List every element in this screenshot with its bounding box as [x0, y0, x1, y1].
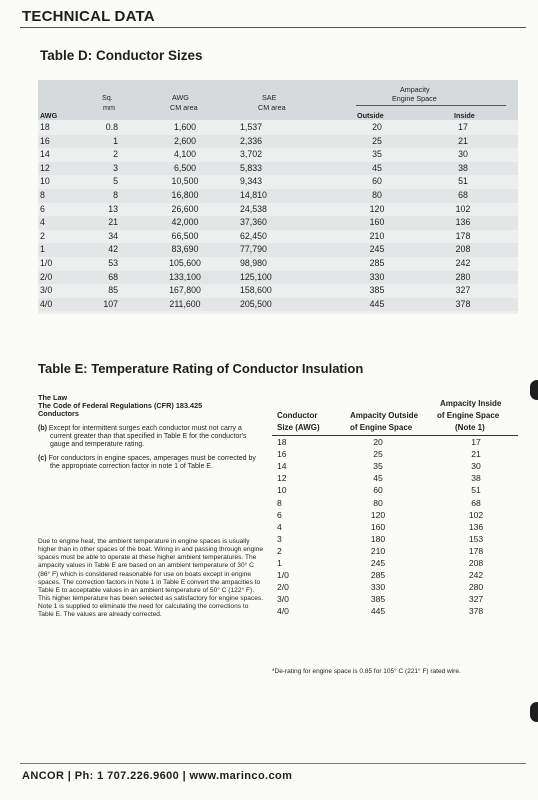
table-d-cell: 1,600 [173, 122, 196, 132]
derating-note: *De-rating for engine space is 0.85 for 105° C (221° F) rated wire. [272, 668, 461, 675]
table-d-cell: 2,600 [173, 135, 196, 146]
table-d-cell: 14,810 [240, 190, 267, 200]
table-e-cell: 102 [468, 509, 484, 520]
col-out-2: of Engine Space [350, 423, 413, 432]
table-d-cell: 2 [113, 149, 118, 160]
table-e-header-rule [272, 435, 518, 436]
table-e-cell: 8 [277, 497, 282, 508]
table-d-cell: 211,600 [169, 298, 201, 309]
table-d-cell: 77,790 [240, 244, 267, 255]
col-engine-space: Engine Space [392, 94, 437, 103]
table-d-cell: 242 [455, 258, 471, 268]
col-sq-bottom: mm [103, 103, 115, 112]
table-d-cell: 2/0 [40, 271, 53, 282]
table-e-cell: 51 [471, 485, 481, 496]
table-d-cell: 205,500 [240, 298, 272, 309]
table-d-cell: 385 [369, 285, 385, 296]
table-d-cell: 3,702 [240, 149, 263, 160]
table-d-cell: 37,360 [240, 217, 267, 228]
law-heading: The Law [38, 393, 68, 402]
table-e-cell: 178 [468, 545, 484, 556]
table-d-cell: 158,600 [240, 285, 272, 296]
col-awg-area-top: AWG [172, 93, 189, 102]
table-e-cell: 245 [370, 558, 386, 568]
col-size-2: Size (AWG) [277, 423, 320, 432]
table-d-cell: 2 [40, 230, 45, 241]
table-e-cell: 16 [277, 449, 287, 460]
page-edge-tab [530, 380, 538, 400]
col-sae-bottom: CM area [258, 103, 286, 112]
table-e-cell: 35 [373, 461, 383, 472]
table-e-cell: 3/0 [277, 594, 289, 605]
table-e-cell: 242 [468, 570, 484, 581]
table-d-cell: 1/0 [40, 258, 53, 268]
table-e-cell: 1/0 [277, 570, 289, 581]
table-d-cell: 17 [458, 122, 468, 132]
table-e-cell: 136 [468, 521, 484, 532]
table-d-cell: 378 [455, 298, 471, 309]
col-outside: Outside [357, 111, 384, 120]
col-in-1: Ampacity Inside [440, 399, 502, 408]
table-d-cell: 83,690 [171, 244, 199, 255]
table-e-cell: 20 [373, 437, 383, 447]
table-d-cell: 18 [40, 122, 50, 132]
header-rule [20, 27, 526, 28]
table-d-cell: 85 [108, 285, 118, 296]
table-e-cell: 21 [471, 449, 481, 460]
col-in-3: (Note 1) [455, 423, 485, 432]
law-citation: The Code of Federal Regulations (CFR) 183.425 [38, 401, 203, 411]
table-e-cell: 2/0 [277, 582, 289, 593]
table-d-cell: 4/0 [40, 298, 53, 309]
col-size-1: Conductor [277, 411, 318, 420]
table-d-cell: 66,500 [171, 230, 199, 241]
table-d-cell: 45 [372, 162, 382, 173]
table-d-cell: 445 [369, 298, 385, 309]
table-d-cell: 26,600 [171, 203, 199, 214]
col-out-1: Ampacity Outside [350, 411, 419, 420]
table-d-cell: 1 [40, 244, 45, 255]
table-d-cell: 20 [372, 122, 382, 132]
table-d-cell: 80 [372, 190, 382, 200]
table-d-cell: 330 [369, 271, 385, 282]
table-e-cell: 180 [370, 533, 386, 544]
law-paragraph-b [38, 425, 260, 450]
table-d-cell: 68 [458, 190, 468, 200]
table-d-cell: 16,800 [171, 190, 199, 200]
table-d-title: Table D: Conductor Sizes [40, 48, 203, 63]
table-e-cell: 160 [370, 521, 386, 532]
table-d-cell: 5 [113, 176, 118, 187]
table-d-cell: 9,343 [240, 176, 263, 187]
table-d-cell: 24,538 [240, 203, 267, 214]
col-awg-area-bottom: CM area [170, 103, 198, 112]
table-d-cell: 1 [113, 135, 118, 146]
table-d-cell: 53 [108, 258, 118, 268]
table-e-cell: 3 [277, 533, 282, 544]
table-e-cell: 12 [277, 473, 287, 484]
table-d-cell: 105,600 [169, 258, 201, 268]
table-e-cell: 18 [277, 437, 287, 447]
table-e-cell: 385 [370, 594, 386, 605]
table-e-cell: 14 [277, 461, 287, 472]
table-d-cell: 10,500 [171, 176, 199, 187]
table-e-cell: 10 [277, 485, 287, 496]
table-d-cell: 25 [372, 135, 382, 146]
col-inside: Inside [454, 111, 475, 120]
table-d-cell: 107 [103, 298, 118, 309]
table-d-cell: 38 [458, 162, 468, 173]
law-paragraph-c [38, 455, 260, 471]
table-e-cell: 120 [370, 509, 386, 520]
para-b-label: (b) [38, 424, 47, 432]
table-d-cell: 210 [369, 230, 385, 241]
table-d-cell: 51 [458, 176, 468, 187]
table-d-cell: 2,336 [240, 135, 263, 146]
table-d-cell: 13 [108, 203, 118, 214]
table-d-cell: 14 [40, 149, 50, 160]
col-in-2: of Engine Space [437, 411, 500, 420]
table-d-cell: 120 [369, 203, 385, 214]
table-d-cell: 8 [40, 190, 45, 200]
table-d-cell: 208 [455, 244, 471, 255]
table-e-cell: 45 [373, 473, 383, 484]
para-c-text: For conductors in engine spaces, amperages must be corrected by the appropriate correction factor in note 1 of Table E. [46, 455, 256, 471]
table-d-cell: 60 [372, 176, 382, 187]
table-e-cell: 4/0 [277, 606, 289, 617]
table-d-cell: 3/0 [40, 285, 53, 296]
engine-heat-explanation: Due to engine heat, the ambient temperature in engine spaces is usually higher than in other spaces of the boat. Wiring in and passing through engine spaces must be able to operate at these higher ambient temperatures. The ampacity values in Table E are based on an ambient temperature of 30° C (86° F) which is considered reasonable for use on boats except in engine spaces. The correction factors in Note 1 in Table E convert the ampacities to Table E to acceptable values in an ambient temperature of 50° C (122° F). This higher temperature has been selected as satisfactory for engine spaces. Note 1 is supplied to eliminate the need for calculating the corrections to Table E. The values are already corrected. [38, 538, 264, 619]
table-e-cell: 30 [471, 461, 481, 472]
table-d-cell: 98,980 [240, 258, 267, 268]
table-d-cell: 133,100 [169, 271, 201, 282]
table-d-cell: 16 [40, 135, 50, 146]
table-d-cell: 35 [372, 149, 382, 160]
table-d-cell: 42 [108, 244, 118, 255]
table-d-cell: 4 [40, 217, 45, 228]
table-e-cell: 330 [370, 582, 386, 593]
table-d-cell: 42,000 [171, 217, 199, 228]
col-sq-top: Sq. [102, 93, 113, 102]
table-d-cell: 160 [369, 217, 385, 228]
table-e-cell: 60 [373, 485, 383, 496]
ampacity-span-rule [356, 105, 506, 106]
table-d-cell: 102 [455, 203, 471, 214]
table-d-cell: 68 [108, 271, 118, 282]
table-e-cell: 280 [468, 582, 484, 593]
law-subject: Conductors [38, 409, 79, 419]
table-d-cell: 10 [40, 176, 50, 187]
table-e-title: Table E: Temperature Rating of Conductor Insulation [38, 361, 364, 376]
col-awg: AWG [40, 111, 58, 120]
table-d-cell: 4,100 [173, 149, 196, 160]
law-section [38, 394, 260, 472]
table-d-cell: 1,537 [240, 122, 263, 132]
table-e-cell: 80 [373, 497, 383, 508]
table-d-cell: 0.8 [105, 122, 118, 132]
table-e-cell: 327 [468, 594, 484, 605]
para-c-label: (c) [38, 455, 47, 463]
table-d-cell: 280 [455, 271, 471, 282]
table-d-cell: 167,800 [169, 285, 201, 296]
table-e-cell: 4 [277, 521, 282, 532]
table-d-cell: 136 [455, 217, 471, 228]
table-d-cell: 5,833 [240, 162, 263, 173]
table-e-cell: 6 [277, 509, 282, 520]
table-e-cell: 17 [471, 437, 481, 447]
table-d-cell: 3 [113, 162, 118, 173]
table-e-cell: 285 [370, 570, 386, 581]
table-e-cell: 445 [370, 606, 386, 617]
table-d-cell: 30 [458, 149, 468, 160]
table-d-cell: 6,500 [173, 162, 196, 173]
table-d-cell: 62,450 [240, 230, 267, 241]
table-d-cell: 245 [369, 244, 385, 255]
footer-contact: ANCOR | Ph: 1 707.226.9600 | www.marinco.com [22, 770, 293, 782]
table-d-cell: 21 [458, 135, 468, 146]
table-e-cell: 2 [277, 545, 282, 556]
table-e-cell: 25 [373, 449, 383, 460]
table-d-cell: 285 [369, 258, 385, 268]
section-header: TECHNICAL DATA [22, 8, 155, 25]
footer-rule [20, 763, 526, 764]
col-ampacity-top: Ampacity [400, 85, 430, 94]
col-sae-top: SAE [262, 93, 277, 102]
table-e-cell: 378 [468, 606, 484, 617]
table-d-cell: 8 [113, 190, 118, 200]
table-d-cell: 6 [40, 203, 45, 214]
page-edge-tab [530, 702, 538, 722]
table-d-cell: 12 [40, 162, 50, 173]
table-e-cell: 1 [277, 558, 282, 568]
table-e-cell: 38 [471, 473, 481, 484]
table-d-cell: 21 [108, 217, 118, 228]
table-e-cell: 210 [370, 545, 386, 556]
table-d-cell: 34 [108, 230, 118, 241]
table-d-cell: 125,100 [240, 271, 272, 282]
table-e-cell: 208 [468, 558, 484, 568]
table-e-cell: 68 [471, 497, 481, 508]
table-e-cell: 153 [468, 533, 484, 544]
table-d-cell: 178 [455, 230, 471, 241]
para-b-text: Except for intermittent surges each conductor must not carry a current greater than that specified in Table E for the conductor's gauge and temperature rating. [46, 424, 247, 449]
table-d-cell: 327 [455, 285, 471, 296]
